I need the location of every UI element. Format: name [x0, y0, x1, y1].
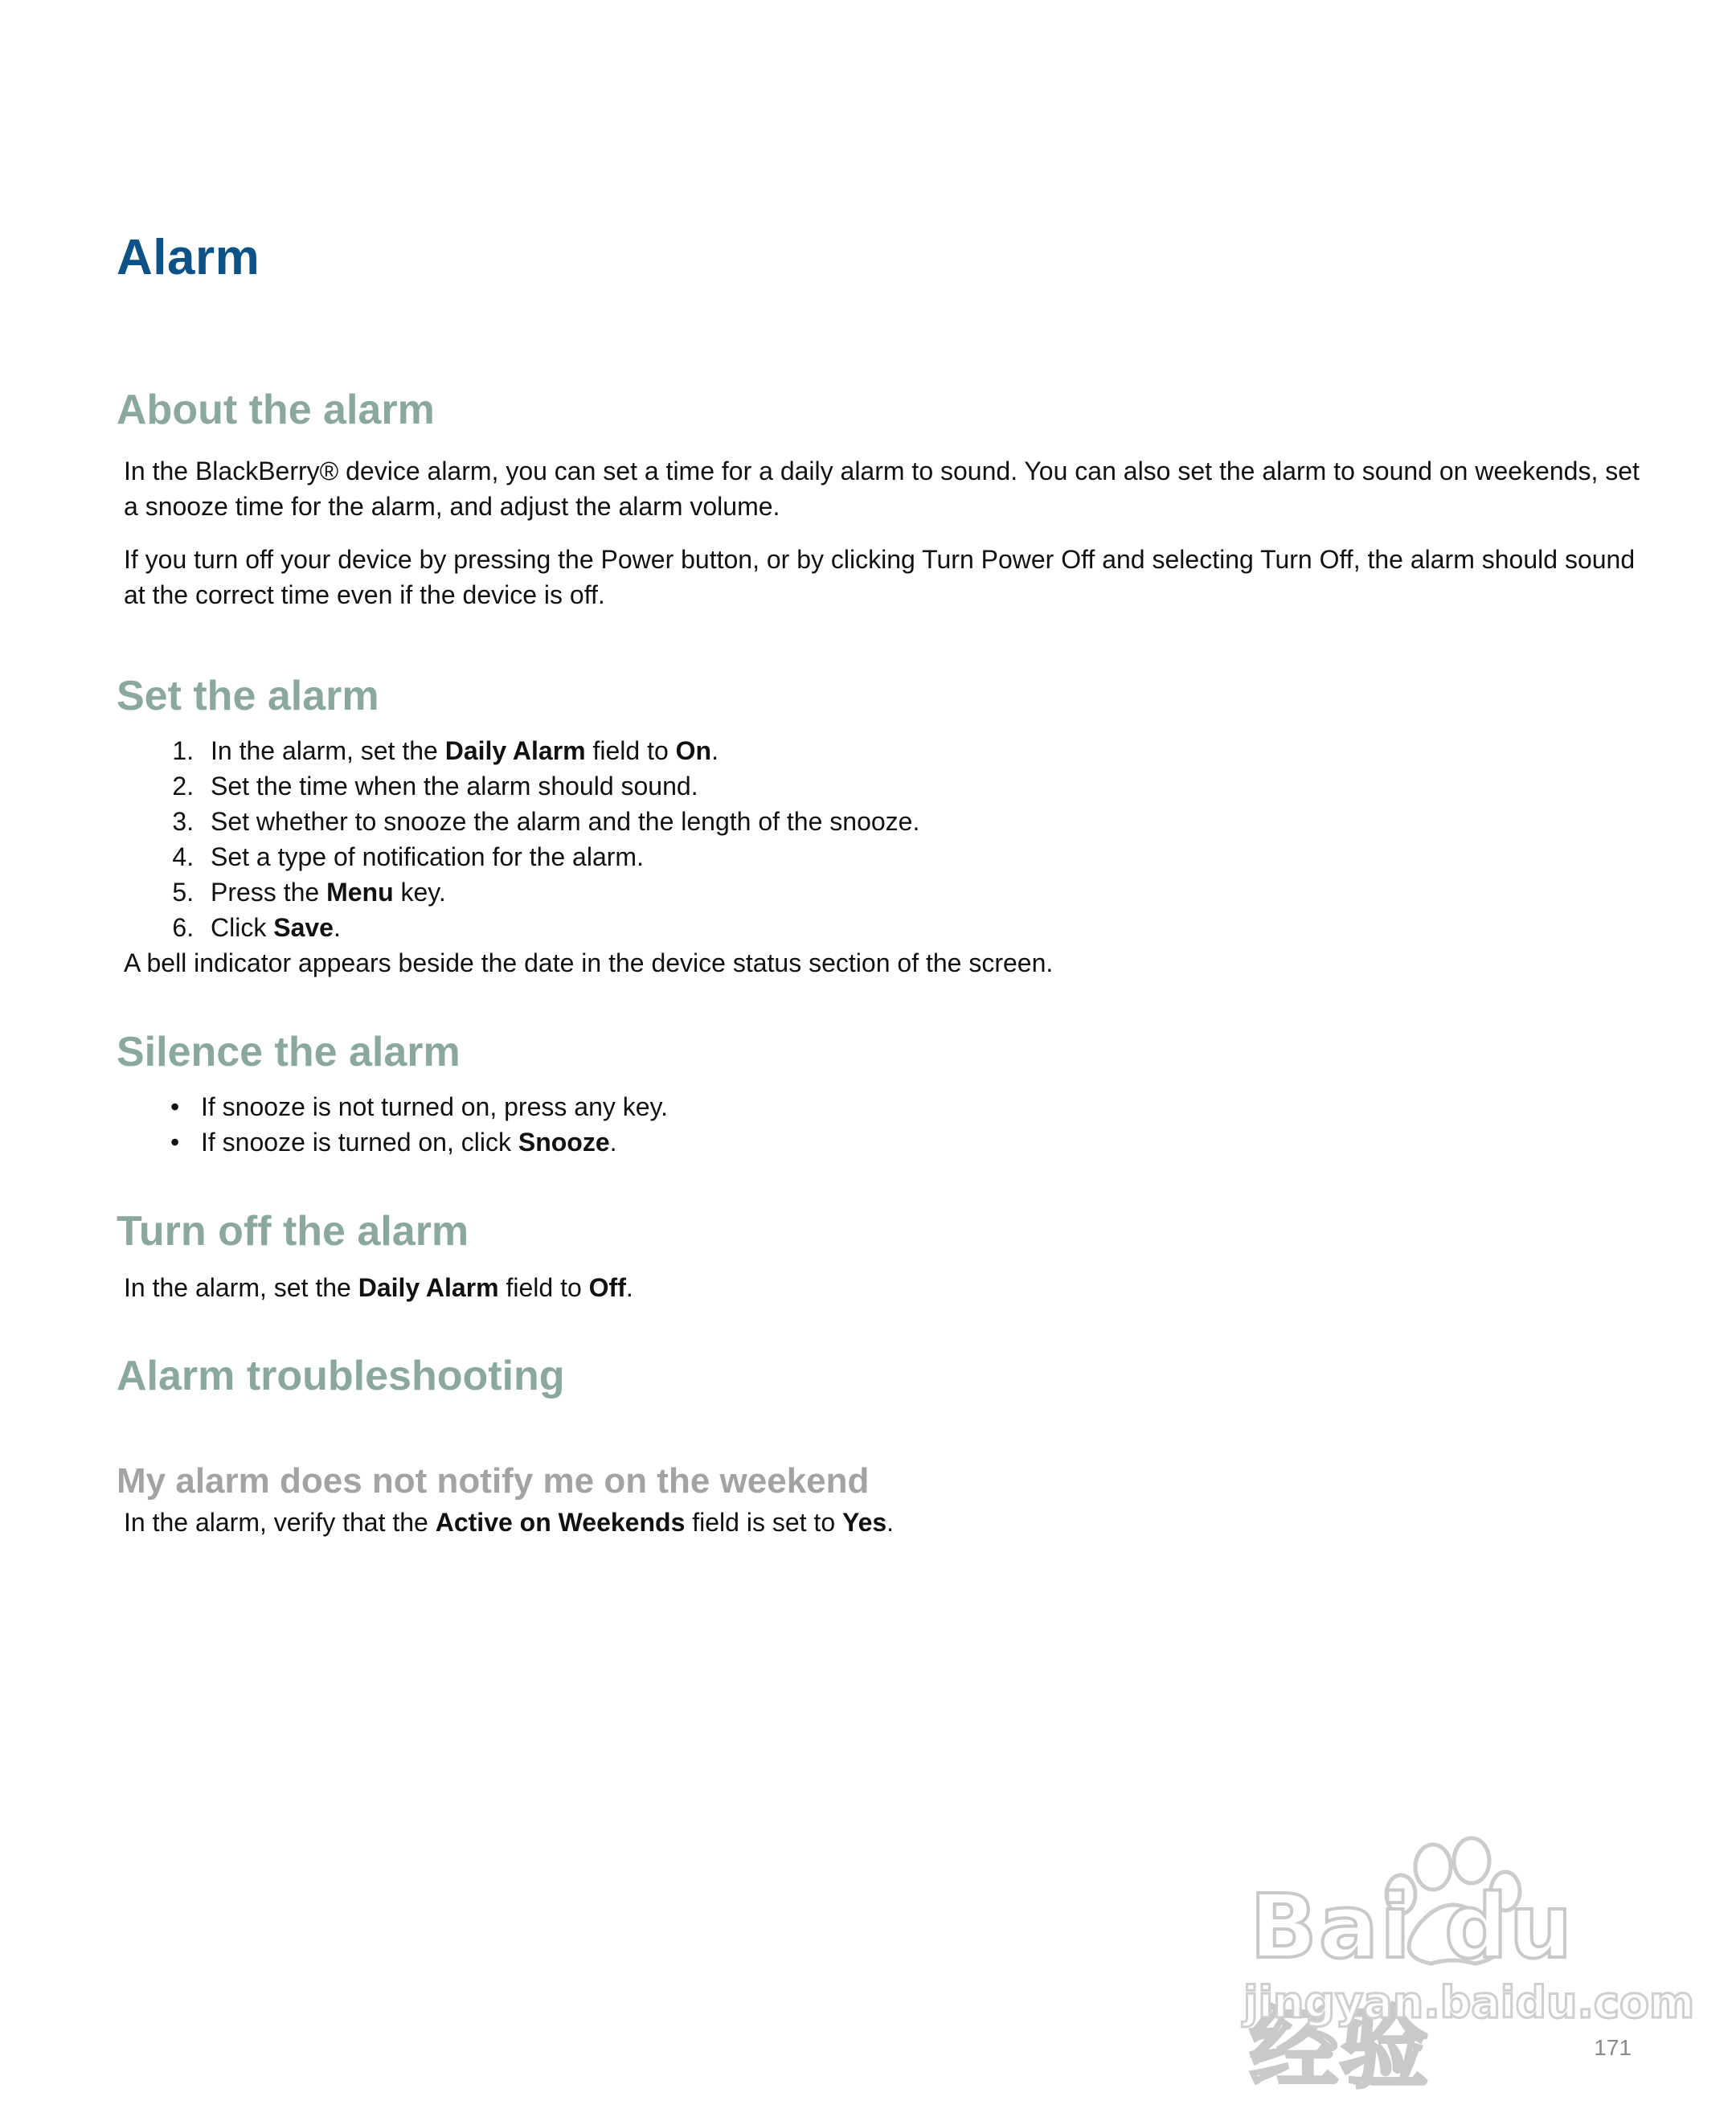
- set-alarm-steps: [117, 733, 1656, 945]
- watermark-logo: Bai du 经验: [1250, 1875, 1574, 2100]
- step-item: 5. Press the Menu key.: [201, 874, 1656, 910]
- section-about-alarm: [117, 386, 1656, 612]
- heading-silence-alarm: Silence the alarm: [117, 1029, 461, 1075]
- weekend-issue-paragraph: In the alarm, verify that the Active on Weekends field is set to Yes.: [124, 1508, 895, 1537]
- step-item: 1. In the alarm, set the Daily Alarm field to On.: [201, 733, 1656, 768]
- section-alarm-troubleshooting: [117, 1352, 1656, 1400]
- page-title: Alarm: [117, 230, 260, 285]
- silence-alarm-list: [117, 1089, 1656, 1160]
- page-number: 171: [1594, 2035, 1632, 2060]
- section-turn-off-alarm: [117, 1207, 1656, 1305]
- heading-alarm-troubleshooting: Alarm troubleshooting: [117, 1353, 565, 1399]
- heading-set-alarm: Set the alarm: [117, 673, 379, 719]
- watermark-domain: jingyan.baidu.com: [1243, 1977, 1695, 2028]
- subheading-weekend-issue: My alarm does not notify me on the weekend: [117, 1461, 870, 1501]
- section-weekend-issue: [117, 1461, 1656, 1540]
- set-alarm-result: A bell indicator appears beside the date in the device status section of the screen.: [124, 948, 1054, 977]
- section-silence-alarm: [117, 1028, 1656, 1160]
- step-item: 6. Click Save.: [201, 910, 1656, 945]
- section-set-alarm: [117, 672, 1656, 981]
- step-item: 2. Set the time when the alarm should sound.: [201, 768, 1656, 804]
- bullet-icon: •: [170, 1092, 180, 1121]
- about-paragraph-2: If you turn off your device by pressing the Power button, or by clicking Turn Power Off and selecting Turn Off, the alarm should sound at the correct time even if the device is off.: [124, 545, 1636, 609]
- turn-off-paragraph: In the alarm, set the Daily Alarm field to Off.: [124, 1273, 633, 1302]
- list-item: • If snooze is not turned on, press any key.: [201, 1089, 1656, 1124]
- heading-turn-off-alarm: Turn off the alarm: [117, 1208, 469, 1255]
- bullet-icon: •: [170, 1128, 180, 1157]
- heading-about-alarm: About the alarm: [117, 387, 435, 433]
- list-item: • If snooze is turned on, click Snooze.: [201, 1124, 1656, 1160]
- about-paragraph-1: In the BlackBerry® device alarm, you can set a time for a daily alarm to sound. You can also set the alarm to sound on weekends, set a snooze time for the alarm, and adjust the alarm volume.: [124, 457, 1640, 521]
- step-item: 4. Set a type of notification for the alarm.: [201, 839, 1656, 874]
- step-item: 3. Set whether to snooze the alarm and the length of the snooze.: [201, 804, 1656, 839]
